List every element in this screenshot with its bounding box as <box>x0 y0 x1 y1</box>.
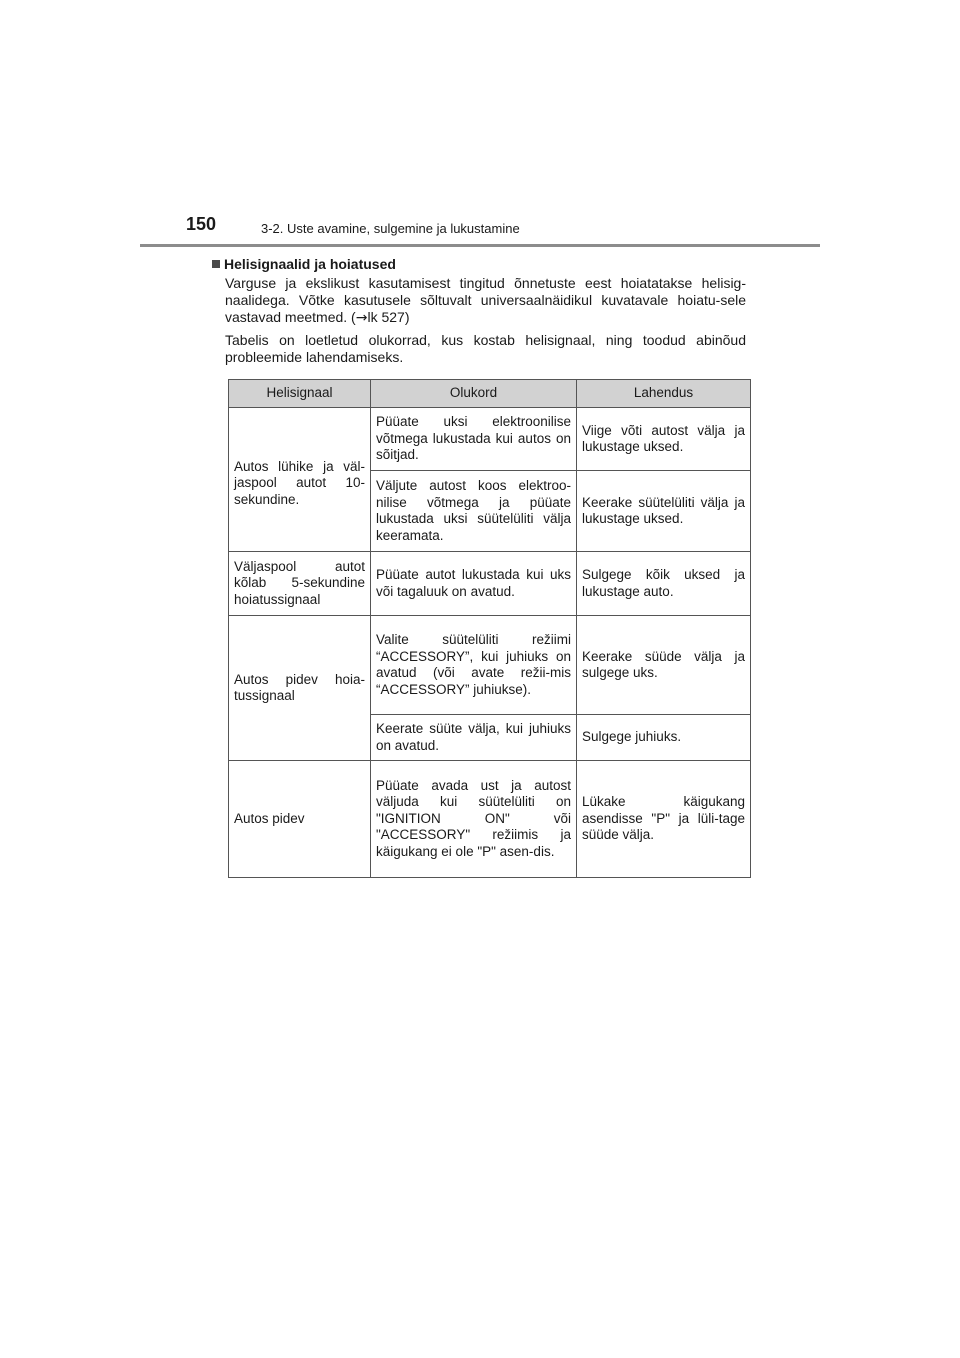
signal-cell: Autos pidev hoia-tussignaal <box>229 616 371 761</box>
solution-cell: Lükake käigukang asendisse "P" ja lüli-tage süüde välja. <box>577 761 751 878</box>
solution-cell: Keerake süüde välja ja sulgege uks. <box>577 616 751 715</box>
section-title-text: Helisignaalid ja hoiatused <box>224 256 396 272</box>
header-signal: Helisignaal <box>229 380 371 408</box>
signal-cell: Autos lühike ja väl-jaspool autot 10-sekundine. <box>229 408 371 552</box>
intro-text: Varguse ja ekslikust kasutamisest tingitud õnnetuste eest hoiatatakse helisig-naalidega. Võtke kasutusele sõltuvalt universaalnäidikul kuvatavale hoiatu-sele vastavad meetmed. ( <box>225 275 746 325</box>
warning-table <box>228 379 751 878</box>
signal-cell: Väljaspool autot kõlab 5-sekundine hoiatussignaal <box>229 552 371 616</box>
situation-cell: Keerate süüte välja, kui juhiuks on avatud. <box>371 715 577 761</box>
arrow-right-icon: → <box>355 310 368 326</box>
situation-cell: Väljute autost koos elektroo-nilise võtmega ja püüate lukustada uksi süütelüliti välja keeramata. <box>371 471 577 552</box>
bullet-square-icon <box>212 260 220 268</box>
page-header <box>186 214 786 238</box>
solution-cell: Sulgege kõik uksed ja lukustage auto. <box>577 552 751 616</box>
chapter-title: 3-2. Uste avamine, sulgemine ja lukustamine <box>261 221 520 236</box>
table-row <box>229 552 751 616</box>
section-content <box>212 255 746 371</box>
solution-cell: Sulgege juhiuks. <box>577 715 751 761</box>
situation-cell: Püüate avada ust ja autost väljuda kui süütelüliti on "IGNITION ON" või "ACCESSORY" režiimis ja käigukang ei ole "P" asen-dis. <box>371 761 577 878</box>
solution-cell: Viige võti autost välja ja lukustage uksed. <box>577 408 751 471</box>
header-solution: Lahendus <box>577 380 751 408</box>
header-divider <box>140 244 820 247</box>
situation-cell: Püüate autot lukustada kui uks või tagaluuk on avatud. <box>371 552 577 616</box>
table-row <box>229 408 751 471</box>
table-intro-paragraph: Tabelis on loetletud olukorrad, kus kostab helisignaal, ning toodud abinõud probleemide lahendamiseks. <box>225 332 746 365</box>
situation-cell: Valite süütelüliti režiimi “ACCESSORY”, kui juhiuks on avatud (või avate režii-mis “ACCESSORY” juhiukse). <box>371 616 577 715</box>
page-reference-link[interactable]: lk 527) <box>367 309 410 325</box>
page-number: 150 <box>186 214 217 234</box>
header-situation: Olukord <box>371 380 577 408</box>
table-header-row <box>229 380 751 408</box>
signal-cell: Autos pidev <box>229 761 371 878</box>
situation-cell: Püüate uksi elektroonilise võtmega lukustada kui autos on sõitjad. <box>371 408 577 471</box>
table-row <box>229 616 751 715</box>
table-row <box>229 761 751 878</box>
section-title <box>212 255 746 273</box>
intro-paragraph <box>225 275 746 327</box>
solution-cell: Keerake süütelüliti välja ja lukustage uksed. <box>577 471 751 552</box>
